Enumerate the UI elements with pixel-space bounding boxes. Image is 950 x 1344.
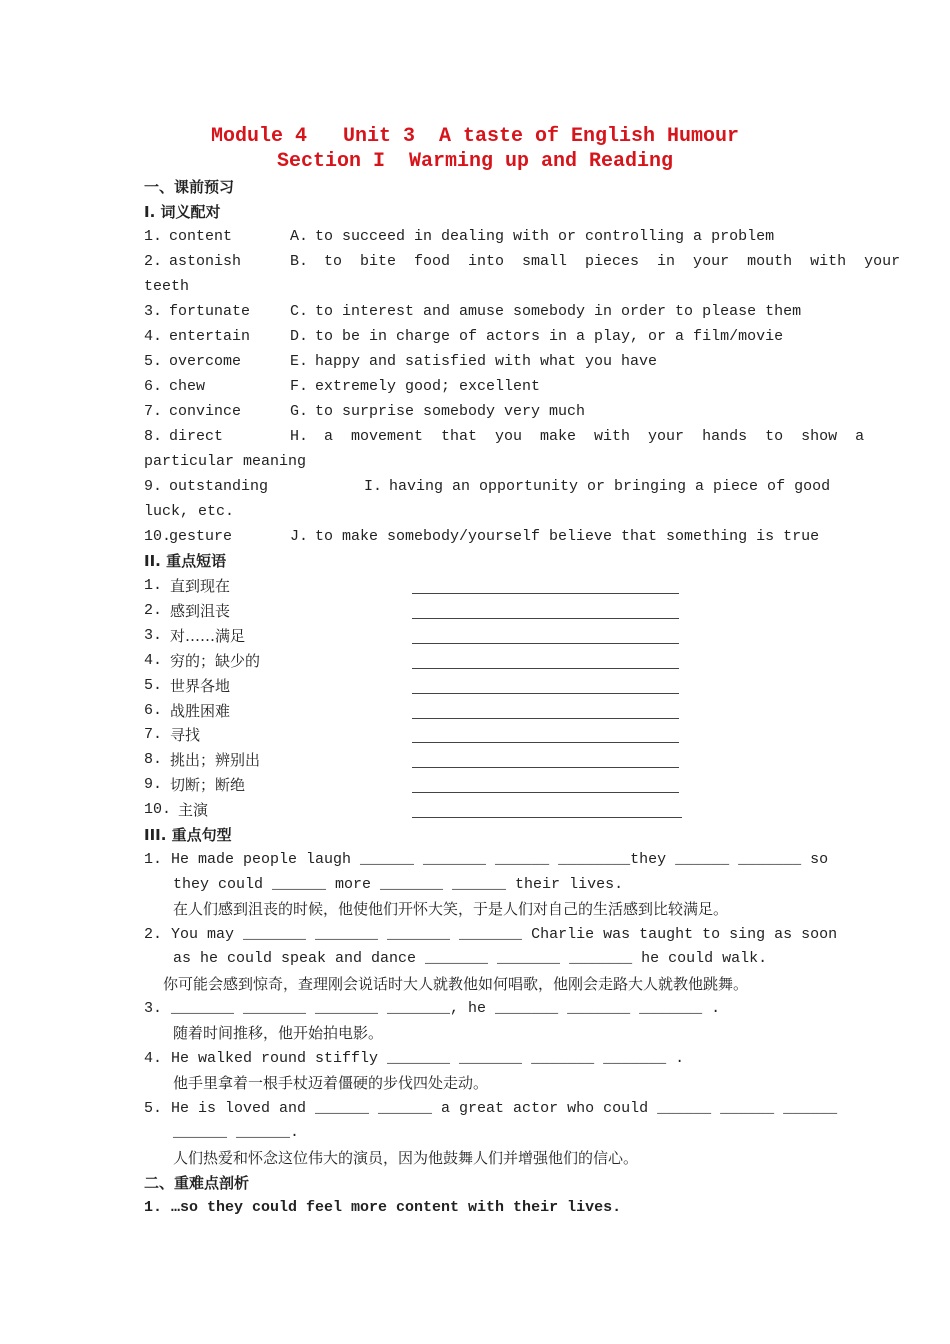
- phrase-chinese: 战胜困难: [170, 701, 231, 720]
- sec3-heading: III. 重点句型: [144, 826, 232, 844]
- vocab-option-letter: F.: [290, 378, 309, 395]
- sec2-heading: II. 重点短语: [144, 552, 227, 570]
- vocab-definition: to bite food into small pieces in your mouth with your: [315, 253, 901, 270]
- phrase-chinese: 穷的；缺少的: [170, 651, 261, 670]
- phrase-number: 8.: [144, 751, 163, 769]
- vocab-number: 8.: [144, 428, 163, 445]
- vocab-definition: a movement that you make with your hands to show a: [315, 428, 865, 445]
- sentence-1-line-2: they could ______ more _______ ______ their lives.: [173, 876, 624, 893]
- phrase-chinese: 感到沮丧: [170, 601, 231, 620]
- vocab-definition: to make somebody/yourself believe that something is true: [315, 528, 820, 545]
- phrase-chinese: 主演: [178, 801, 209, 820]
- sentence-4-translation: 他手里拿着一根手杖迈着僵硬的步伐四处走动。: [173, 1074, 489, 1092]
- title-line-1: Module 4 Unit 3 A taste of English Humour: [210, 125, 740, 148]
- vocab-number: 2.: [144, 253, 163, 270]
- phrase-number: 2.: [144, 601, 163, 619]
- vocab-option-letter: G.: [290, 403, 309, 420]
- vocab-definition: to interest and amuse somebody in order to please them: [315, 303, 802, 320]
- vocab-word: gesture: [169, 528, 233, 545]
- vocab-option-letter: E.: [290, 353, 309, 370]
- sentence-2-line-1: 2. You may _______ _______ _______ _______ Charlie was taught to sing as soon: [144, 926, 838, 943]
- part2-heading: 二、重难点剖析: [144, 1174, 250, 1192]
- vocab-word: entertain: [169, 328, 251, 345]
- vocab-option-letter: I.: [364, 478, 383, 495]
- phrase-number: 7.: [144, 726, 163, 744]
- sentence-5-line-1: 5. He is loved and ______ ______ a great actor who could ______ ______ ______: [144, 1100, 838, 1117]
- phrase-chinese: 挑出；辨别出: [170, 751, 261, 770]
- part2-item-1: 1. …so they could feel more content with their lives.: [144, 1199, 622, 1216]
- vocab-number: 9.: [144, 478, 163, 495]
- phrase-chinese: 对……满足: [170, 626, 246, 645]
- sentence-4-line-1: 4. He walked round stiffly _______ _______ _______ _______ .: [144, 1050, 685, 1067]
- sentence-5-translation: 人们热爱和怀念这位伟大的演员，因为他鼓舞人们并增强他们的信心。: [173, 1149, 639, 1167]
- vocab-option-letter: D.: [290, 328, 309, 345]
- sentence-2-line-2: as he could speak and dance _______ _______ _______ he could walk.: [173, 950, 768, 967]
- vocab-option-letter: J.: [290, 528, 309, 545]
- vocab-number: 5.: [144, 353, 163, 370]
- phrase-number: 9.: [144, 776, 163, 794]
- vocab-word: astonish: [169, 253, 242, 270]
- vocab-word: overcome: [169, 353, 242, 370]
- vocab-definition-continued: teeth: [144, 278, 190, 295]
- phrase-chinese: 切断；断绝: [170, 776, 246, 795]
- vocab-word: outstanding: [169, 478, 269, 495]
- vocab-number: 7.: [144, 403, 163, 420]
- vocab-definition-continued: luck, etc.: [144, 503, 235, 520]
- answer-blank[interactable]: [412, 593, 679, 594]
- vocab-word: fortunate: [169, 303, 251, 320]
- answer-blank[interactable]: [412, 693, 679, 694]
- vocab-number: 6.: [144, 378, 163, 395]
- answer-blank[interactable]: [412, 767, 679, 768]
- sentence-1-line-1: 1. He made people laugh ______ _______ ______ ________they ______ _______ so: [144, 851, 829, 868]
- vocab-definition: happy and satisfied with what you have: [315, 353, 658, 370]
- vocab-definition: to be in charge of actors in a play, or a film/movie: [315, 328, 784, 345]
- sentence-3-translation: 随着时间推移，他开始拍电影。: [173, 1024, 384, 1042]
- vocab-option-letter: B.: [290, 253, 309, 270]
- phrase-number: 5.: [144, 676, 163, 694]
- vocab-number: 1.: [144, 228, 163, 245]
- vocab-definition: extremely good; excellent: [315, 378, 541, 395]
- vocab-definition-continued: particular meaning: [144, 453, 307, 470]
- phrase-number: 1.: [144, 577, 163, 594]
- answer-blank[interactable]: [412, 742, 679, 743]
- vocab-option-letter: C.: [290, 303, 309, 320]
- sentence-1-translation: 在人们感到沮丧的时候，他使他们开怀大笑，于是人们对自己的生活感到比较满足。: [173, 900, 729, 918]
- phrase-chinese: 直到现在: [170, 577, 231, 595]
- phrase-chinese: 寻找: [170, 726, 201, 745]
- vocab-word: chew: [169, 378, 206, 395]
- answer-blank[interactable]: [412, 668, 679, 669]
- sec1-heading: I. 词义配对: [144, 203, 221, 221]
- phrase-number: 6.: [144, 701, 163, 719]
- vocab-word: direct: [169, 428, 224, 445]
- answer-blank[interactable]: [412, 817, 682, 818]
- vocab-option-letter: A.: [290, 228, 309, 245]
- sentence-5-line-2: ______ ______.: [173, 1124, 300, 1141]
- phrase-number: 10.: [144, 801, 172, 819]
- title-line-2: Section I Warming up and Reading: [276, 150, 674, 173]
- vocab-number: 3.: [144, 303, 163, 320]
- phrase-chinese: 世界各地: [170, 676, 231, 695]
- vocab-word: convince: [169, 403, 242, 420]
- vocab-number: 10.: [144, 528, 172, 545]
- vocab-definition: to succeed in dealing with or controlling a problem: [315, 228, 775, 245]
- vocab-number: 4.: [144, 328, 163, 345]
- part1-heading: 一、课前预习: [144, 178, 235, 196]
- phrase-number: 3.: [144, 626, 163, 644]
- phrase-number: 4.: [144, 651, 163, 669]
- answer-blank[interactable]: [412, 643, 679, 644]
- sentence-3-line-1: 3. _______ _______ _______ _______, he _______ _______ _______ .: [144, 1000, 721, 1017]
- vocab-option-letter: H.: [290, 428, 309, 445]
- answer-blank[interactable]: [412, 792, 679, 793]
- answer-blank[interactable]: [412, 718, 679, 719]
- sentence-2-translation: 你可能会感到惊奇，查理刚会说话时大人就教他如何唱歌，他刚会走路大人就教他跳舞。: [163, 975, 749, 993]
- answer-blank[interactable]: [412, 618, 679, 619]
- vocab-word: content: [169, 228, 233, 245]
- vocab-definition: to surprise somebody very much: [315, 403, 586, 420]
- vocab-definition: having an opportunity or bringing a piece of good: [389, 478, 831, 495]
